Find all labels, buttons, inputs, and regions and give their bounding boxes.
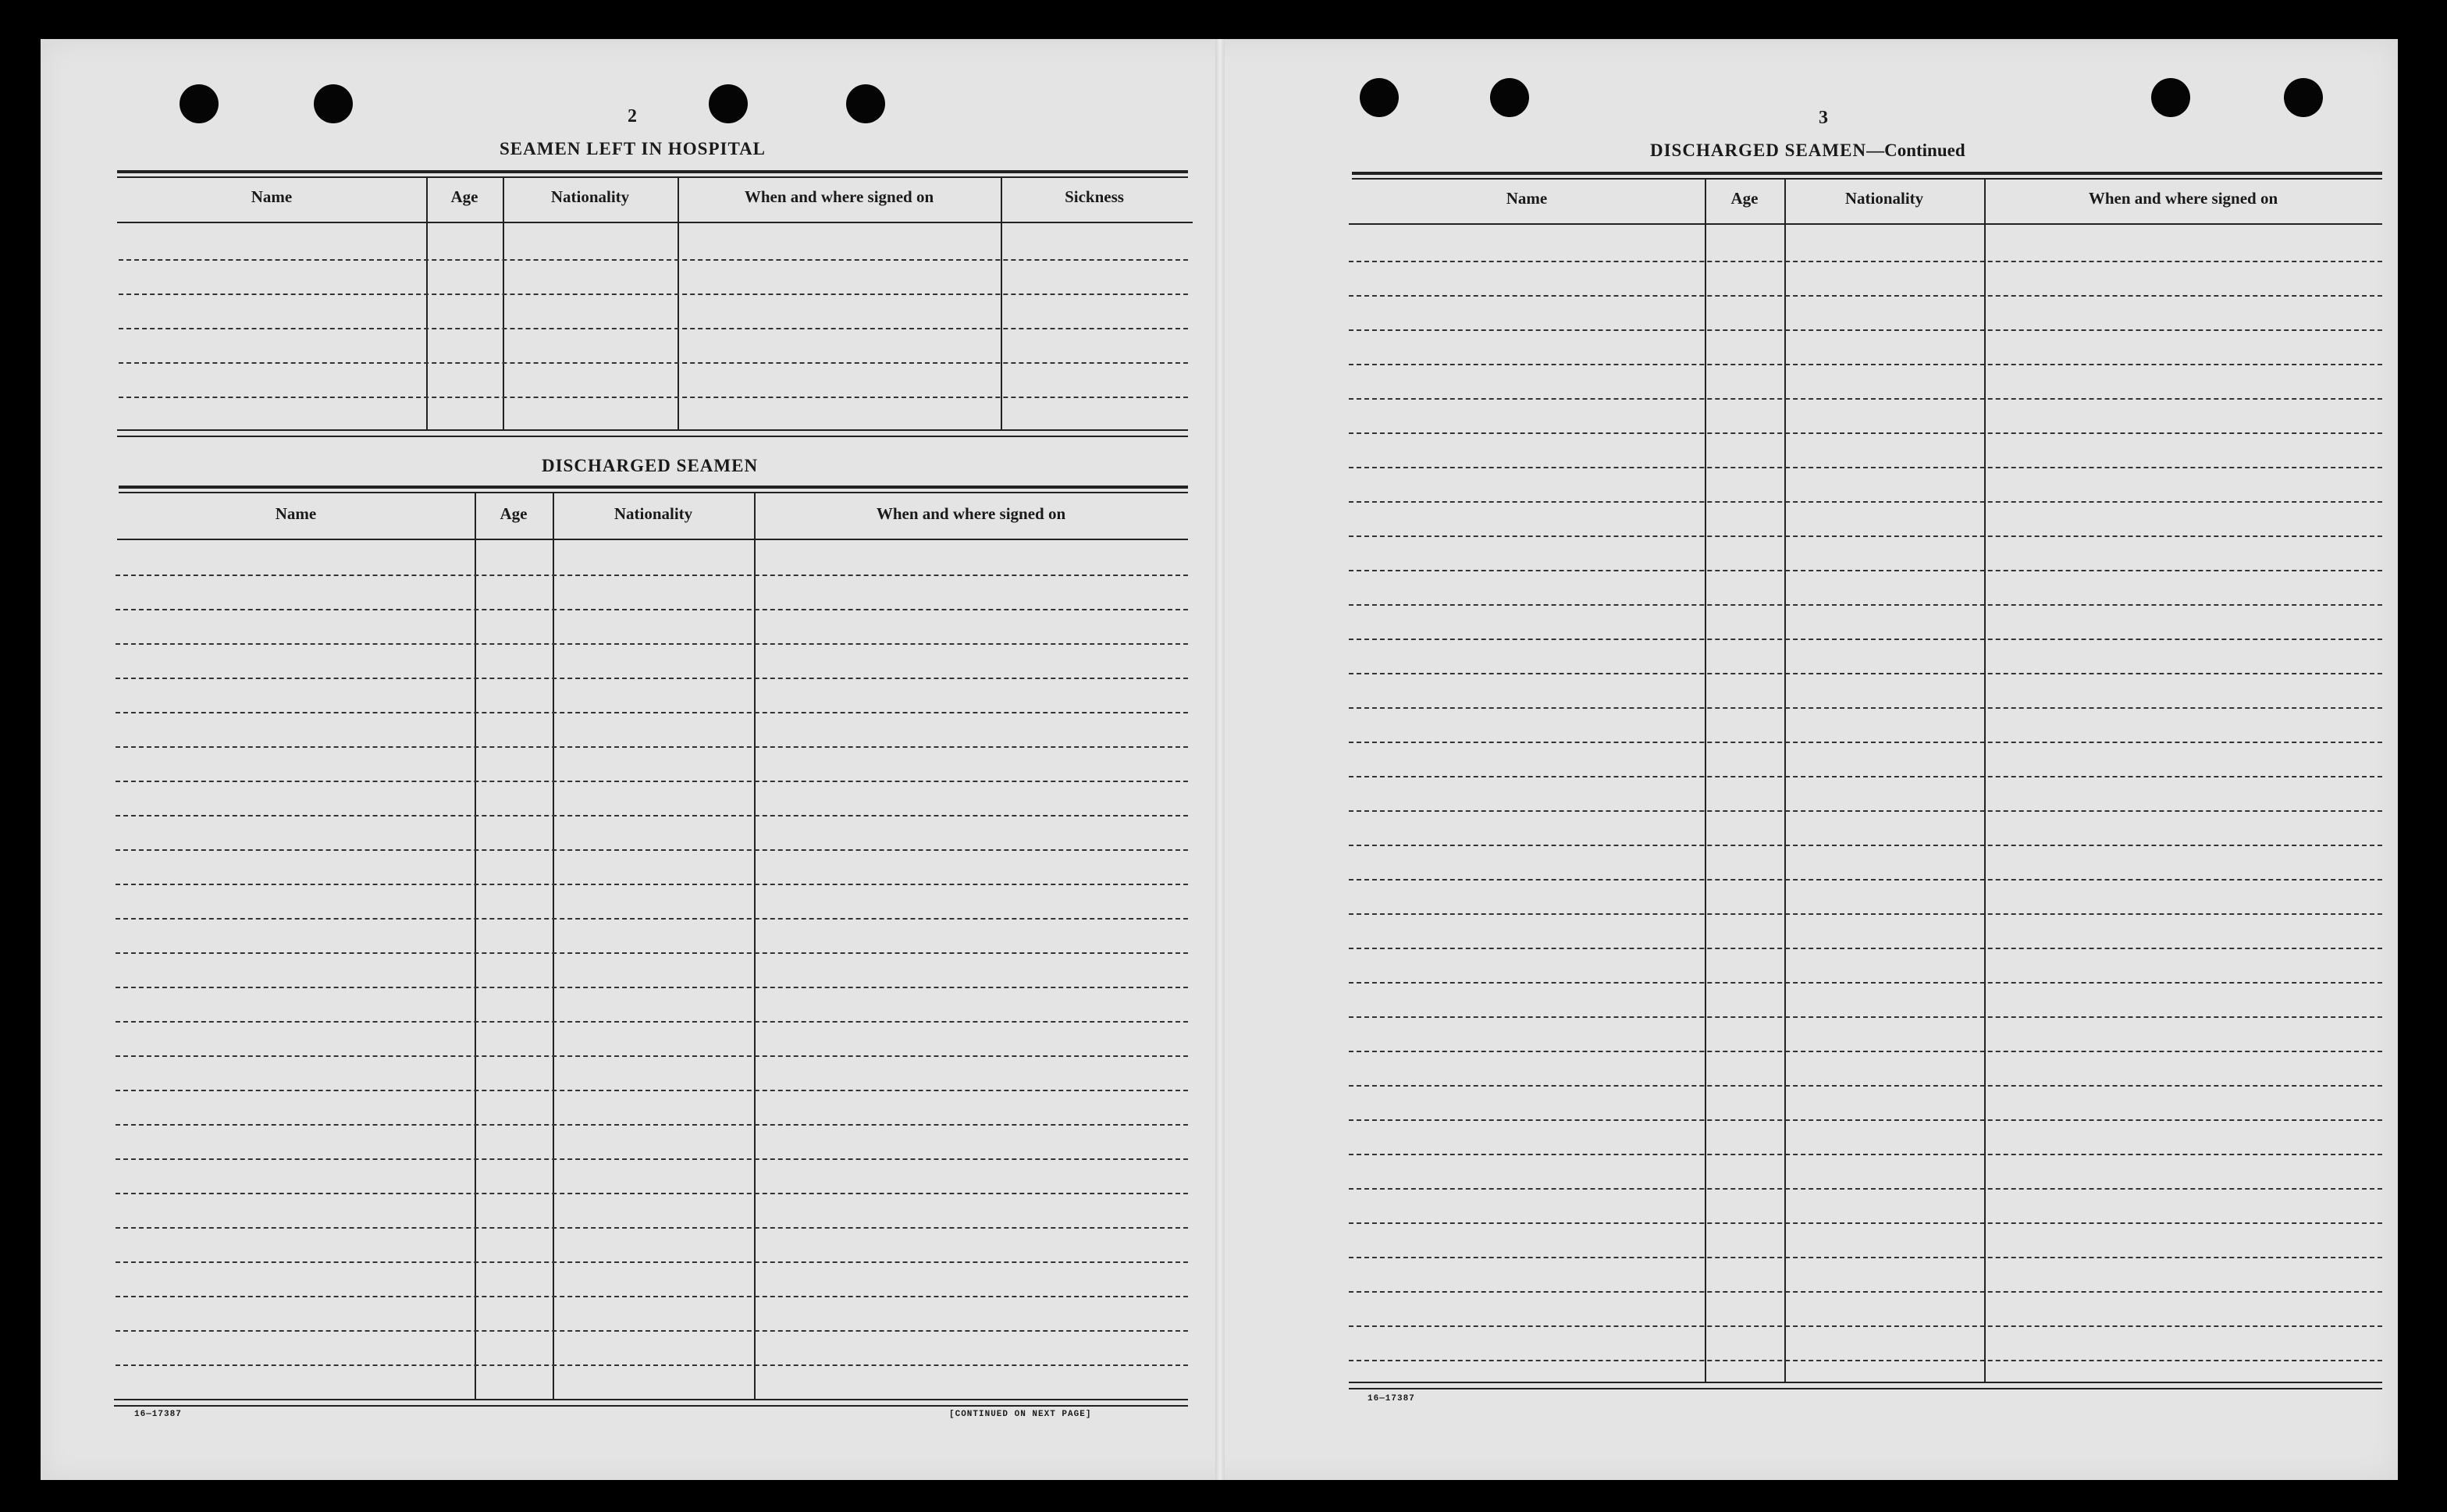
table-row <box>116 781 1188 782</box>
table-row <box>116 712 1188 713</box>
form-number: 16—17387 <box>134 1410 182 1419</box>
continued-note: [CONTINUED ON NEXT PAGE] <box>949 1410 1092 1419</box>
table-row <box>119 328 1188 329</box>
column-header: When and where signed on <box>2088 189 2278 208</box>
table-row <box>1349 1085 2382 1087</box>
table-row <box>1349 261 2382 262</box>
table-row <box>116 1227 1188 1229</box>
table-row <box>116 678 1188 679</box>
table-row <box>1349 398 2382 400</box>
table-row <box>116 1021 1188 1023</box>
right-page <box>1227 39 2398 1480</box>
table-row <box>1349 1291 2382 1293</box>
table-row <box>1349 845 2382 846</box>
table-row <box>1349 1188 2382 1190</box>
table-row <box>116 746 1188 748</box>
left-page <box>41 39 1211 1480</box>
form-sheet <box>41 39 2398 1480</box>
table-row <box>1349 1325 2382 1327</box>
table-row <box>116 1158 1188 1160</box>
title-main: DISCHARGED SEAMEN <box>1650 141 1867 160</box>
table-row <box>1349 432 2382 434</box>
form-number: 16—17387 <box>1368 1394 1415 1403</box>
column-header: Age <box>1730 189 1759 208</box>
punch-hole <box>180 84 219 123</box>
page-number: 3 <box>1819 108 1828 128</box>
punch-hole <box>2284 78 2323 117</box>
table-row <box>1349 535 2382 537</box>
table-row <box>116 1124 1188 1126</box>
table-row <box>1349 1154 2382 1155</box>
column-header: Nationality <box>550 187 630 206</box>
table-row <box>1349 879 2382 881</box>
punch-hole <box>1360 78 1399 117</box>
table-row <box>1349 639 2382 640</box>
table-row <box>1349 1051 2382 1052</box>
table-row <box>116 609 1188 610</box>
table-row <box>116 884 1188 885</box>
column-header: Name <box>251 187 293 206</box>
column-header: When and where signed on <box>744 187 934 206</box>
punch-hole <box>1490 78 1529 117</box>
table-row <box>116 952 1188 954</box>
table-row <box>1349 295 2382 297</box>
table-row <box>1349 1119 2382 1121</box>
column-header: Age <box>450 187 478 206</box>
table-row <box>116 1364 1188 1366</box>
page-number: 2 <box>628 106 637 126</box>
punch-hole <box>846 84 885 123</box>
table-row <box>1349 742 2382 743</box>
table-row <box>1349 1257 2382 1258</box>
table-row <box>116 1055 1188 1057</box>
table-row <box>1349 1222 2382 1224</box>
table-row <box>1349 329 2382 331</box>
table-row <box>116 918 1188 920</box>
table-row <box>116 575 1188 576</box>
table-row <box>1349 467 2382 468</box>
table-row <box>116 643 1188 645</box>
table-row <box>1349 364 2382 365</box>
table-row <box>116 815 1188 816</box>
page-fold <box>1215 39 1225 1480</box>
column-header: When and where signed on <box>876 504 1066 523</box>
table-row <box>119 294 1188 295</box>
title-suffix: —Continued <box>1866 141 1965 160</box>
table-row <box>1349 913 2382 915</box>
table-row <box>116 987 1188 988</box>
table-row <box>1349 982 2382 984</box>
table-row <box>116 849 1188 851</box>
table-row <box>116 1330 1188 1332</box>
table-row <box>116 1193 1188 1194</box>
discharged-table-title: DISCHARGED SEAMEN <box>542 456 759 475</box>
table-row <box>1349 776 2382 777</box>
column-header: Sickness <box>1065 187 1124 206</box>
column-header: Name <box>275 504 317 523</box>
table-row <box>119 259 1188 261</box>
table-row <box>116 1296 1188 1297</box>
punch-hole <box>709 84 748 123</box>
discharged-continued-title <box>1650 141 1965 161</box>
table-row <box>1349 810 2382 812</box>
hospital-table-title: SEAMEN LEFT IN HOSPITAL <box>500 139 766 158</box>
table-row <box>1349 1016 2382 1018</box>
table-row <box>1349 570 2382 571</box>
column-header: Nationality <box>1844 189 1924 208</box>
column-header: Nationality <box>614 504 693 523</box>
table-row <box>1349 501 2382 503</box>
punch-hole <box>2151 78 2190 117</box>
column-header: Age <box>500 504 528 523</box>
table-row <box>1349 604 2382 606</box>
table-row <box>1349 673 2382 674</box>
column-header: Name <box>1506 189 1548 208</box>
table-row <box>1349 948 2382 949</box>
table-row <box>119 397 1188 398</box>
table-row <box>119 362 1188 364</box>
table-row <box>116 1090 1188 1091</box>
table-row <box>116 1261 1188 1263</box>
punch-hole <box>314 84 353 123</box>
table-row <box>1349 1360 2382 1361</box>
table-row <box>1349 707 2382 709</box>
